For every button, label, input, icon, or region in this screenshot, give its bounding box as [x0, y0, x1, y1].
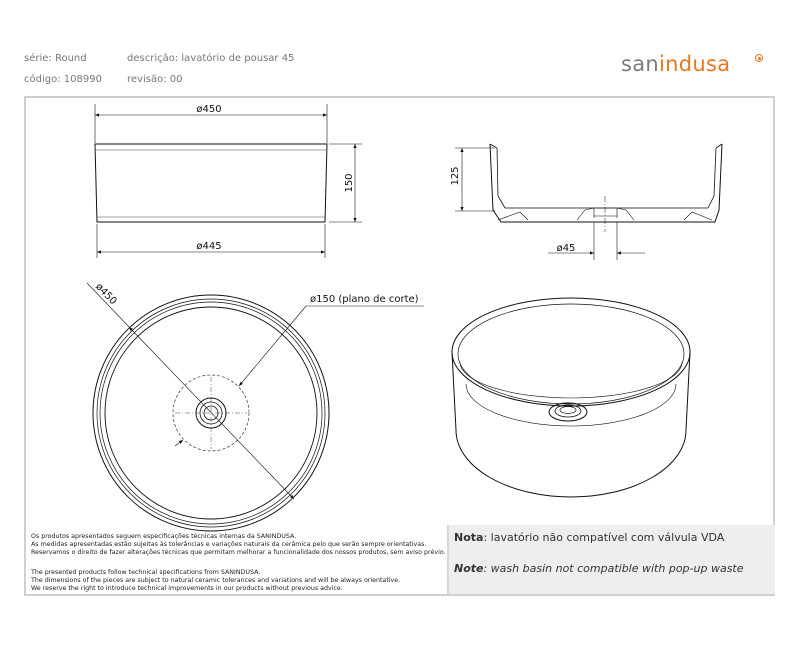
- dim-bottom-width: ø445: [196, 241, 222, 252]
- disclaimer-pt-line1: Os produtos apresentados seguem especificações técnicas internas da SANINDUSA.: [31, 533, 297, 540]
- descricao-value: lavatório de pousar 45: [181, 53, 295, 64]
- codigo-value: 108990: [63, 74, 102, 85]
- front-view: [95, 104, 362, 258]
- dim-waste-diameter: ø45: [556, 243, 576, 254]
- dim-height-front: 150: [344, 173, 355, 193]
- note-en-label: Note: [454, 562, 484, 575]
- disclaimer-pt-line3: Reservamos o direito de fazer alterações técnicas que permitam melhorar a funcionalidade dos nossos produtos, sem aviso prévio.: [31, 549, 446, 556]
- dim-cut-plane: ø150 (plano de corte): [310, 294, 419, 305]
- revisao-value: 00: [169, 74, 183, 85]
- note-pt: [454, 531, 724, 544]
- dim-top-width: ø450: [196, 104, 222, 115]
- logo-text-san: san: [621, 52, 660, 76]
- disclaimer-en-line3: We reserve the right to introduce technical improvements in our products without previous advice.: [31, 585, 343, 592]
- disclaimer-en: [31, 569, 400, 593]
- codigo-label: código:: [24, 74, 61, 85]
- note-pt-text: : lavatório não compatível com válvula VDA: [483, 531, 725, 544]
- section-view: [455, 144, 722, 260]
- dim-plan-diameter: ø450: [93, 281, 119, 308]
- disclaimer-pt: [31, 533, 446, 557]
- dim-height-section: 125: [450, 166, 461, 186]
- plan-view: [87, 283, 424, 531]
- descricao-label: descrição:: [127, 53, 179, 64]
- serie-label: série:: [24, 53, 52, 64]
- note-en: [454, 562, 764, 576]
- logo-text-indusa: indusa: [659, 52, 731, 76]
- revisao-label: revisão:: [127, 74, 167, 85]
- note-pt-label: Nota: [454, 531, 484, 544]
- disclaimer-en-line1: The presented products follow technical specifications from SANINDUSA.: [31, 569, 261, 576]
- note-en-text: : wash basin not compatible with pop-up waste: [483, 562, 744, 575]
- disclaimer-en-line2: The dimensions of the pieces are subject to natural ceramic tolerances and variations and will be always orientative.: [31, 577, 401, 584]
- perspective-view: [452, 298, 690, 497]
- serie-value: Round: [54, 53, 87, 64]
- disclaimer-pt-line2: As medidas apresentadas estão sujeitas às tolerâncias e variações naturais da cerâmica pelo que serão sempre orientativas.: [31, 541, 427, 548]
